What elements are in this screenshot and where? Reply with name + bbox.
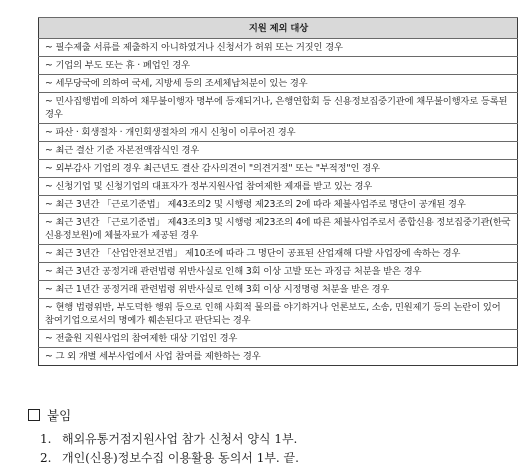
table-row: ~ 최근 3년간 「근로기준법」 제43조의2 및 시행령 제23조의 2에 따라 체불사업주로 명단이 공개된 경우: [39, 196, 518, 214]
table-row: ~ 필수제출 서류를 제출하지 아니하였거나 신청서가 허위 또는 거짓인 경우: [39, 39, 518, 57]
list-item: [40, 430, 299, 449]
item-text: 해외유통거점지원사업 참가 신청서 양식 1부.: [62, 432, 298, 446]
list-item: [40, 449, 299, 468]
table-row: ~ 최근 3년간 공정거래 관련법령 위반사실로 인해 3회 이상 고발 또는 과징금 처분을 받은 경우: [39, 263, 518, 281]
table-row: ~ 민사집행법에 의하여 채무불이행자 명부에 등재되거나, 은행연합회 등 신용정보집중기관에 채무불이행자로 등록된 경우: [39, 93, 518, 124]
table-row: ~ 최근 1년간 공정거래 관련법령 위반사실로 인해 3회 이상 시정명령 처분을 받은 경우: [39, 281, 518, 299]
table-row: ~ 신청기업 및 신청기업의 대표자가 정부지원사업 참여제한 제재를 받고 있는 경우: [39, 178, 518, 196]
checkbox-square-icon: [28, 409, 40, 421]
table-header: 지원 제외 대상: [39, 18, 518, 39]
table-row: ~ 세무당국에 의하여 국세, 지방세 등의 조세체납처분이 있는 경우: [39, 75, 518, 93]
table-row: ~ 파산 · 회생절차 · 개인회생절차의 개시 신청이 이루어진 경우: [39, 124, 518, 142]
attachments-title: 붙임: [47, 408, 72, 423]
table-row: ~ 외부감사 기업의 경우 최근년도 결산 감사의견이 "의견거절" 또는 "부적정"인 경우: [39, 160, 518, 178]
item-text: 개인(신용)정보수집 이용활용 동의서 1부. 끝.: [62, 451, 299, 465]
table-row: ~ 현행 법령위반, 부도덕한 행위 등으로 인해 사회적 물의를 야기하거나 언론보도, 소송, 민원제기 등의 논란이 있어 참여기업으로서의 명예가 훼손된다고 판단되는 경우: [39, 299, 518, 330]
item-number: 1.: [40, 432, 52, 446]
table-row: ~ 그 외 개별 세부사업에서 사업 참여를 제한하는 경우: [39, 348, 518, 366]
table-row: ~ 최근 결산 기준 자본전액잠식인 경우: [39, 142, 518, 160]
item-number: 2.: [40, 451, 52, 465]
table-row: ~ 최근 3년간 「근로기준법」 제43조의3 및 시행령 제23조의 4에 따른 체불사업주로서 종합신용 정보집중기관(한국신용정보원)에 체불자료가 제공된 경우: [39, 214, 518, 245]
table-row: ~ 전출원 지원사업의 참여제한 대상 기업인 경우: [39, 330, 518, 348]
exclusion-table: [38, 17, 518, 366]
attachments-list: [40, 430, 299, 468]
attachments-heading: [28, 406, 71, 424]
table-row: ~ 기업의 부도 또는 휴 · 폐업인 경우: [39, 57, 518, 75]
table-row: ~ 최근 3년간 「산업안전보건법」 제10조에 따라 그 명단이 공표된 산업재해 다발 사업장에 속하는 경우: [39, 245, 518, 263]
